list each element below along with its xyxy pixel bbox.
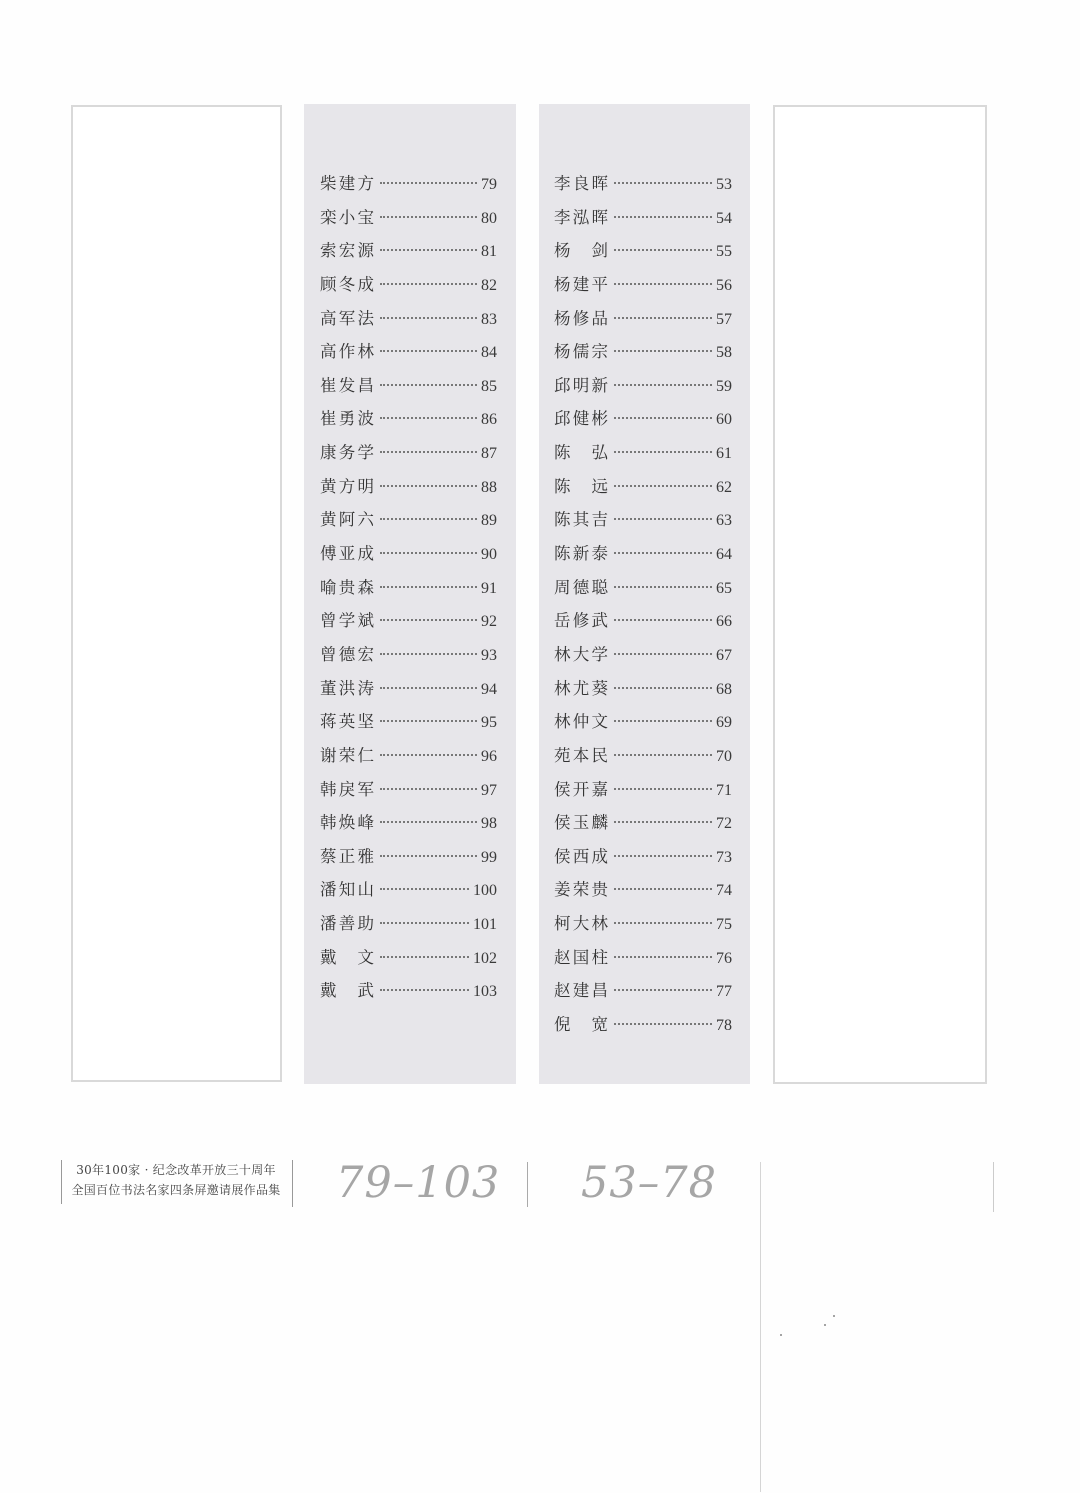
- page-number: 84: [481, 344, 497, 362]
- artist-name: 岳修武: [554, 611, 608, 631]
- page-number: 94: [481, 680, 497, 698]
- dot-leader: [380, 754, 477, 756]
- dot-leader: [380, 283, 477, 285]
- footer-divider: [292, 1160, 293, 1207]
- dot-leader: [614, 485, 712, 487]
- dot-leader: [380, 855, 477, 857]
- artist-name: 高军法: [320, 308, 374, 328]
- page-number: 71: [716, 781, 732, 799]
- index-entry: [554, 1008, 732, 1042]
- index-entry: [320, 201, 497, 235]
- index-entry: [554, 974, 732, 1008]
- artist-name: 蒋英坚: [320, 712, 374, 732]
- artist-name: 倪宽: [554, 1015, 608, 1035]
- dot-leader: [380, 518, 477, 520]
- dot-leader: [614, 1023, 712, 1025]
- index-entry: [554, 335, 732, 369]
- page-number: 90: [481, 546, 497, 564]
- page-number: 76: [716, 949, 732, 967]
- artist-name: 黄阿六: [320, 510, 374, 530]
- page-number: 75: [716, 916, 732, 934]
- dot-leader: [614, 283, 712, 285]
- index-entry: [554, 672, 732, 706]
- index-entry: [554, 638, 732, 672]
- artist-name: 柯大林: [554, 914, 608, 934]
- page-number: 80: [481, 209, 497, 227]
- artist-name: 林尤葵: [554, 678, 608, 698]
- dot-leader: [380, 989, 469, 991]
- page-number: 92: [481, 613, 497, 631]
- dot-leader: [380, 350, 477, 352]
- artist-name: 苑本民: [554, 745, 608, 765]
- index-entry: [320, 503, 497, 537]
- index-entry: [320, 268, 497, 302]
- index-list-a: [320, 167, 497, 1008]
- index-entry: [320, 470, 497, 504]
- dot-leader: [614, 317, 712, 319]
- page-number: 61: [716, 445, 732, 463]
- artist-name: 邱明新: [554, 375, 608, 395]
- index-entry: [320, 302, 497, 336]
- blank-panel-left: [71, 105, 282, 1082]
- page-number: 60: [716, 411, 732, 429]
- artist-name: 周德聪: [554, 577, 608, 597]
- artist-name: 傅亚成: [320, 544, 374, 564]
- footer-divider: [760, 1162, 761, 1492]
- page-range-b: 53–78: [581, 1158, 717, 1208]
- artist-name: 蔡正雅: [320, 846, 374, 866]
- dot-leader: [380, 417, 477, 419]
- index-entry: [320, 369, 497, 403]
- artist-name: 韩戾军: [320, 779, 374, 799]
- page-number: 97: [481, 781, 497, 799]
- index-entry: [554, 873, 732, 907]
- artist-name: 林大学: [554, 644, 608, 664]
- dot-leader: [614, 417, 712, 419]
- dot-leader: [614, 720, 712, 722]
- index-entry: [554, 302, 732, 336]
- page-number: 93: [481, 646, 497, 664]
- dot-leader: [380, 922, 469, 924]
- index-entry: [320, 672, 497, 706]
- page-number: 65: [716, 579, 732, 597]
- footer-divider: [993, 1162, 994, 1212]
- dot-leader: [380, 788, 477, 790]
- dot-leader: [614, 653, 712, 655]
- artist-name: 杨儒宗: [554, 342, 608, 362]
- print-speck: [824, 1324, 826, 1326]
- index-entry: [554, 268, 732, 302]
- index-list-b: [554, 167, 732, 1042]
- page-number: 98: [481, 815, 497, 833]
- dot-leader: [614, 788, 712, 790]
- index-entry: [554, 705, 732, 739]
- artist-name: 赵建昌: [554, 981, 608, 1001]
- index-entry: [554, 167, 732, 201]
- page-number: 54: [716, 209, 732, 227]
- dot-leader: [380, 249, 477, 251]
- dot-leader: [380, 653, 477, 655]
- artist-name: 杨剑: [554, 241, 608, 261]
- dot-leader: [614, 182, 712, 184]
- artist-name: 韩焕峰: [320, 813, 374, 833]
- artist-name: 杨修品: [554, 308, 608, 328]
- index-entry: [554, 369, 732, 403]
- index-entry: [554, 503, 732, 537]
- print-speck: [780, 1334, 782, 1336]
- page-number: 66: [716, 613, 732, 631]
- dot-leader: [380, 451, 477, 453]
- dot-leader: [380, 888, 469, 890]
- dot-leader: [614, 687, 712, 689]
- index-entry: [554, 907, 732, 941]
- dot-leader: [614, 586, 712, 588]
- footer-divider: [527, 1162, 528, 1207]
- index-entry: [320, 941, 497, 975]
- index-entry: [320, 167, 497, 201]
- dot-leader: [380, 687, 477, 689]
- blank-panel-right: [773, 105, 987, 1084]
- page-number: 77: [716, 983, 732, 1001]
- index-entry: [554, 234, 732, 268]
- artist-name: 顾冬成: [320, 274, 374, 294]
- dot-leader: [380, 720, 477, 722]
- page-number: 58: [716, 344, 732, 362]
- artist-name: 侯开嘉: [554, 779, 608, 799]
- dot-leader: [380, 182, 477, 184]
- index-entry: [320, 571, 497, 605]
- page-number: 73: [716, 848, 732, 866]
- dot-leader: [614, 518, 712, 520]
- artist-name: 黄方明: [320, 476, 374, 496]
- artist-name: 谢荣仁: [320, 745, 374, 765]
- index-entry: [554, 470, 732, 504]
- index-entry: [554, 571, 732, 605]
- artist-name: 陈新泰: [554, 544, 608, 564]
- dot-leader: [614, 451, 712, 453]
- dot-leader: [614, 619, 712, 621]
- index-entry: [320, 773, 497, 807]
- dot-leader: [614, 888, 712, 890]
- page-number: 91: [481, 579, 497, 597]
- index-entry: [320, 638, 497, 672]
- artist-name: 潘知山: [320, 880, 374, 900]
- index-entry: [320, 402, 497, 436]
- artist-name: 陈其吉: [554, 510, 608, 530]
- dot-leader: [380, 552, 477, 554]
- page-number: 78: [716, 1017, 732, 1035]
- caption-line-2: 全国百位书法名家四条屏邀请展作品集: [71, 1183, 281, 1197]
- page-number: 59: [716, 377, 732, 395]
- book-title-caption: [62, 1160, 290, 1200]
- page-number: 64: [716, 546, 732, 564]
- page-number: 101: [473, 916, 497, 934]
- artist-name: 高作林: [320, 342, 374, 362]
- page-number: 95: [481, 714, 497, 732]
- index-entry: [554, 402, 732, 436]
- page-number: 56: [716, 276, 732, 294]
- artist-name: 侯西成: [554, 846, 608, 866]
- page-number: 82: [481, 276, 497, 294]
- page-number: 85: [481, 377, 497, 395]
- dot-leader: [614, 552, 712, 554]
- index-entry: [320, 234, 497, 268]
- page-number: 87: [481, 445, 497, 463]
- index-entry: [554, 201, 732, 235]
- artist-name: 赵国柱: [554, 947, 608, 967]
- page-range-a: 79–103: [336, 1158, 501, 1208]
- page-number: 81: [481, 243, 497, 261]
- artist-name: 栾小宝: [320, 207, 374, 227]
- artist-name: 姜荣贵: [554, 880, 608, 900]
- dot-leader: [380, 485, 477, 487]
- dot-leader: [380, 619, 477, 621]
- dot-leader: [380, 317, 477, 319]
- index-entry: [554, 604, 732, 638]
- index-entry: [320, 604, 497, 638]
- artist-name: 杨建平: [554, 274, 608, 294]
- page-number: 72: [716, 815, 732, 833]
- page-number: 89: [481, 512, 497, 530]
- page-number: 70: [716, 747, 732, 765]
- artist-name: 康务学: [320, 443, 374, 463]
- artist-name: 柴建方: [320, 174, 374, 193]
- page-number: 74: [716, 882, 732, 900]
- index-entry: [320, 436, 497, 470]
- index-entry: [554, 436, 732, 470]
- artist-name: 侯玉麟: [554, 813, 608, 833]
- index-entry: [320, 840, 497, 874]
- index-entry: [554, 806, 732, 840]
- index-entry: [320, 335, 497, 369]
- page-number: 62: [716, 478, 732, 496]
- page-number: 53: [716, 176, 732, 193]
- artist-name: 李泓晖: [554, 207, 608, 227]
- page-number: 57: [716, 310, 732, 328]
- index-entry: [554, 941, 732, 975]
- dot-leader: [614, 922, 712, 924]
- index-entry: [320, 907, 497, 941]
- caption-line-1: 30年100家 · 纪念改革开放三十周年: [76, 1163, 276, 1177]
- artist-name: 李良晖: [554, 174, 608, 193]
- index-entry: [320, 873, 497, 907]
- index-entry: [320, 739, 497, 773]
- page-number: 99: [481, 848, 497, 866]
- index-entry: [554, 537, 732, 571]
- index-entry: [320, 974, 497, 1008]
- artist-name: 崔勇波: [320, 409, 374, 429]
- artist-name: 陈弘: [554, 443, 608, 463]
- dot-leader: [380, 216, 477, 218]
- index-entry: [554, 773, 732, 807]
- index-entry: [554, 840, 732, 874]
- page-number: 100: [473, 882, 497, 900]
- index-entry: [320, 806, 497, 840]
- artist-name: 崔发昌: [320, 375, 374, 395]
- page-number: 68: [716, 680, 732, 698]
- page-number: 83: [481, 310, 497, 328]
- dot-leader: [614, 249, 712, 251]
- dot-leader: [614, 216, 712, 218]
- page-number: 63: [716, 512, 732, 530]
- page-number: 96: [481, 747, 497, 765]
- dot-leader: [380, 956, 469, 958]
- page-number: 88: [481, 478, 497, 496]
- dot-leader: [614, 855, 712, 857]
- artist-name: 曾德宏: [320, 644, 374, 664]
- artist-name: 戴文: [320, 947, 374, 967]
- dot-leader: [614, 956, 712, 958]
- artist-name: 戴武: [320, 981, 374, 1001]
- dot-leader: [614, 384, 712, 386]
- dot-leader: [380, 821, 477, 823]
- artist-name: 喻贵森: [320, 577, 374, 597]
- artist-name: 索宏源: [320, 241, 374, 261]
- dot-leader: [380, 384, 477, 386]
- dot-leader: [614, 754, 712, 756]
- artist-name: 潘善助: [320, 914, 374, 934]
- artist-name: 陈远: [554, 476, 608, 496]
- dot-leader: [614, 989, 712, 991]
- page-number: 86: [481, 411, 497, 429]
- page-number: 55: [716, 243, 732, 261]
- dot-leader: [380, 586, 477, 588]
- artist-name: 曾学斌: [320, 611, 374, 631]
- index-entry: [554, 739, 732, 773]
- dot-leader: [614, 821, 712, 823]
- page-number: 67: [716, 646, 732, 664]
- index-entry: [320, 537, 497, 571]
- artist-name: 林仲文: [554, 712, 608, 732]
- print-speck: [833, 1315, 835, 1317]
- artist-name: 董洪涛: [320, 678, 374, 698]
- page-number: 103: [473, 983, 497, 1001]
- page-number: 102: [473, 949, 497, 967]
- dot-leader: [614, 350, 712, 352]
- index-entry: [320, 705, 497, 739]
- page-number: 69: [716, 714, 732, 732]
- artist-name: 邱健彬: [554, 409, 608, 429]
- page-number: 79: [481, 176, 497, 193]
